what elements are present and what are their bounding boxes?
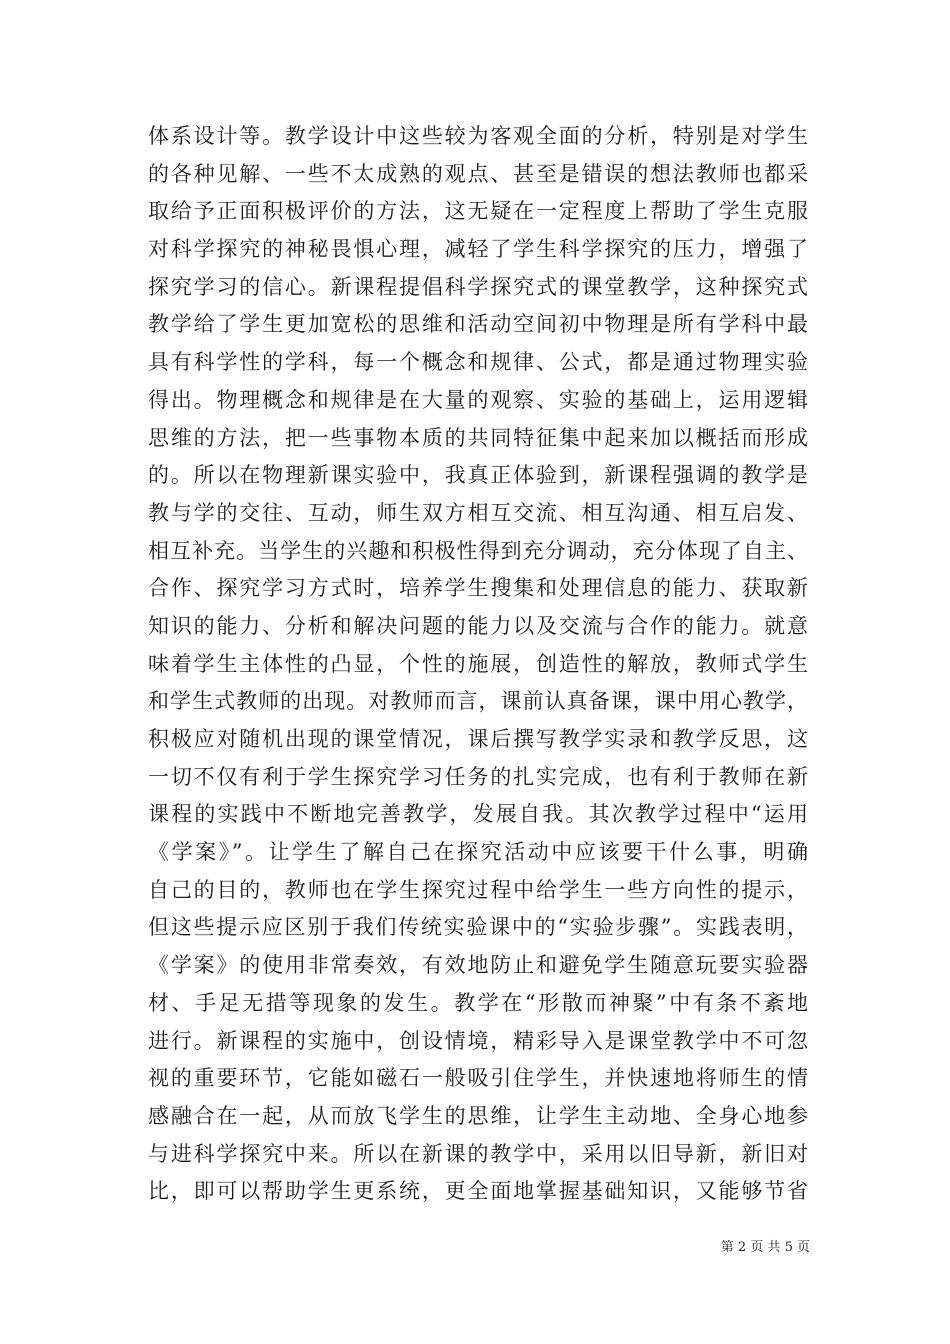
text-line: 《学案》”。让学生了解自己在探究活动中应该要干什么事，明确 — [148, 840, 808, 865]
text-line: 积极应对随机出现的课堂情况，课后撰写教学实录和教学反思，这 — [148, 727, 808, 751]
text-line: 材、手足无措等现象的发生。教学在“形散而神聚”中有条不紊地 — [148, 990, 808, 1015]
text-line: 合作、探究学习方式时，培养学生搜集和处理信息的能力、获取新 — [148, 576, 808, 601]
text-line: 的。所以在物理新课实验中，我真正体验到，新课程强调的教学是 — [148, 463, 808, 488]
text-line: 自己的目的，教师也在学生探究过程中给学生一些方向性的提示， — [148, 877, 808, 902]
text-line: 感融合在一起，从而放飞学生的思维，让学生主动地、全身心地参 — [148, 1103, 808, 1128]
text-line: 取给予正面积极评价的方法，这无疑在一定程度上帮助了学生克服 — [148, 199, 808, 224]
text-line: 但这些提示应区别于我们传统实验课中的“实验步骤”。实践表明， — [148, 915, 808, 940]
text-line: 视的重要环节，它能如磁石一般吸引住学生，并快速地将师生的情 — [148, 1066, 808, 1091]
text-line: 知识的能力、分析和解决问题的能力以及交流与合作的能力。就意 — [148, 613, 808, 638]
text-line: 相互补充。当学生的兴趣和积极性得到充分调动，充分体现了自主、 — [148, 538, 808, 563]
text-line: 得出。物理概念和规律是在大量的观察、实验的基础上，运用逻辑 — [148, 387, 808, 412]
text-line: 的各种见解、一些不太成熟的观点、甚至是错误的想法教师也都采 — [148, 161, 808, 186]
text-line: 具有科学性的学科，每一个概念和规律、公式，都是通过物理实验 — [148, 350, 808, 375]
text-line: 味着学生主体性的凸显，个性的施展，创造性的解放，教师式学生 — [148, 651, 808, 676]
text-line: 探究学习的信心。新课程提倡科学探究式的课堂教学，这种探究式 — [148, 274, 808, 299]
text-line: 比，即可以帮助学生更系统，更全面地掌握基础知识，又能够节省 — [148, 1179, 808, 1204]
text-line: 对科学探究的神秘畏惧心理，减轻了学生科学探究的压力，增强了 — [148, 237, 808, 262]
text-line: 教与学的交往、互动，师生双方相互交流、相互沟通、相互启发、 — [148, 500, 808, 525]
text-line: 一切不仅有利于学生探究学习任务的扎实完成，也有利于教师在新 — [148, 764, 808, 789]
text-line: 与进科学探究中来。所以在新课的教学中，采用以旧导新，新旧对 — [148, 1141, 808, 1166]
text-line: 《学案》的使用非常奏效，有效地防止和避免学生随意玩要实验器 — [148, 953, 808, 978]
body-paragraph — [148, 118, 808, 1211]
text-line: 和学生式教师的出现。对教师而言，课前认真备课，课中用心教学， — [148, 689, 808, 714]
text-line: 教学给了学生更加宽松的思维和活动空间初中物理是所有学科中最 — [148, 312, 808, 337]
text-line: 进行。新课程的实施中，创设情境，精彩导入是课堂教学中不可忽 — [148, 1028, 808, 1053]
text-line: 思维的方法，把一些事物本质的共同特征集中起来加以概括而形成 — [148, 425, 808, 450]
page-number: 第 2 页 共 5 页 — [720, 1240, 810, 1255]
text-line: 课程的实践中不断地完善教学，发展自我。其次教学过程中“运用 — [148, 802, 808, 827]
text-line: 体系设计等。教学设计中这些较为客观全面的分析，特别是对学生 — [148, 124, 808, 148]
